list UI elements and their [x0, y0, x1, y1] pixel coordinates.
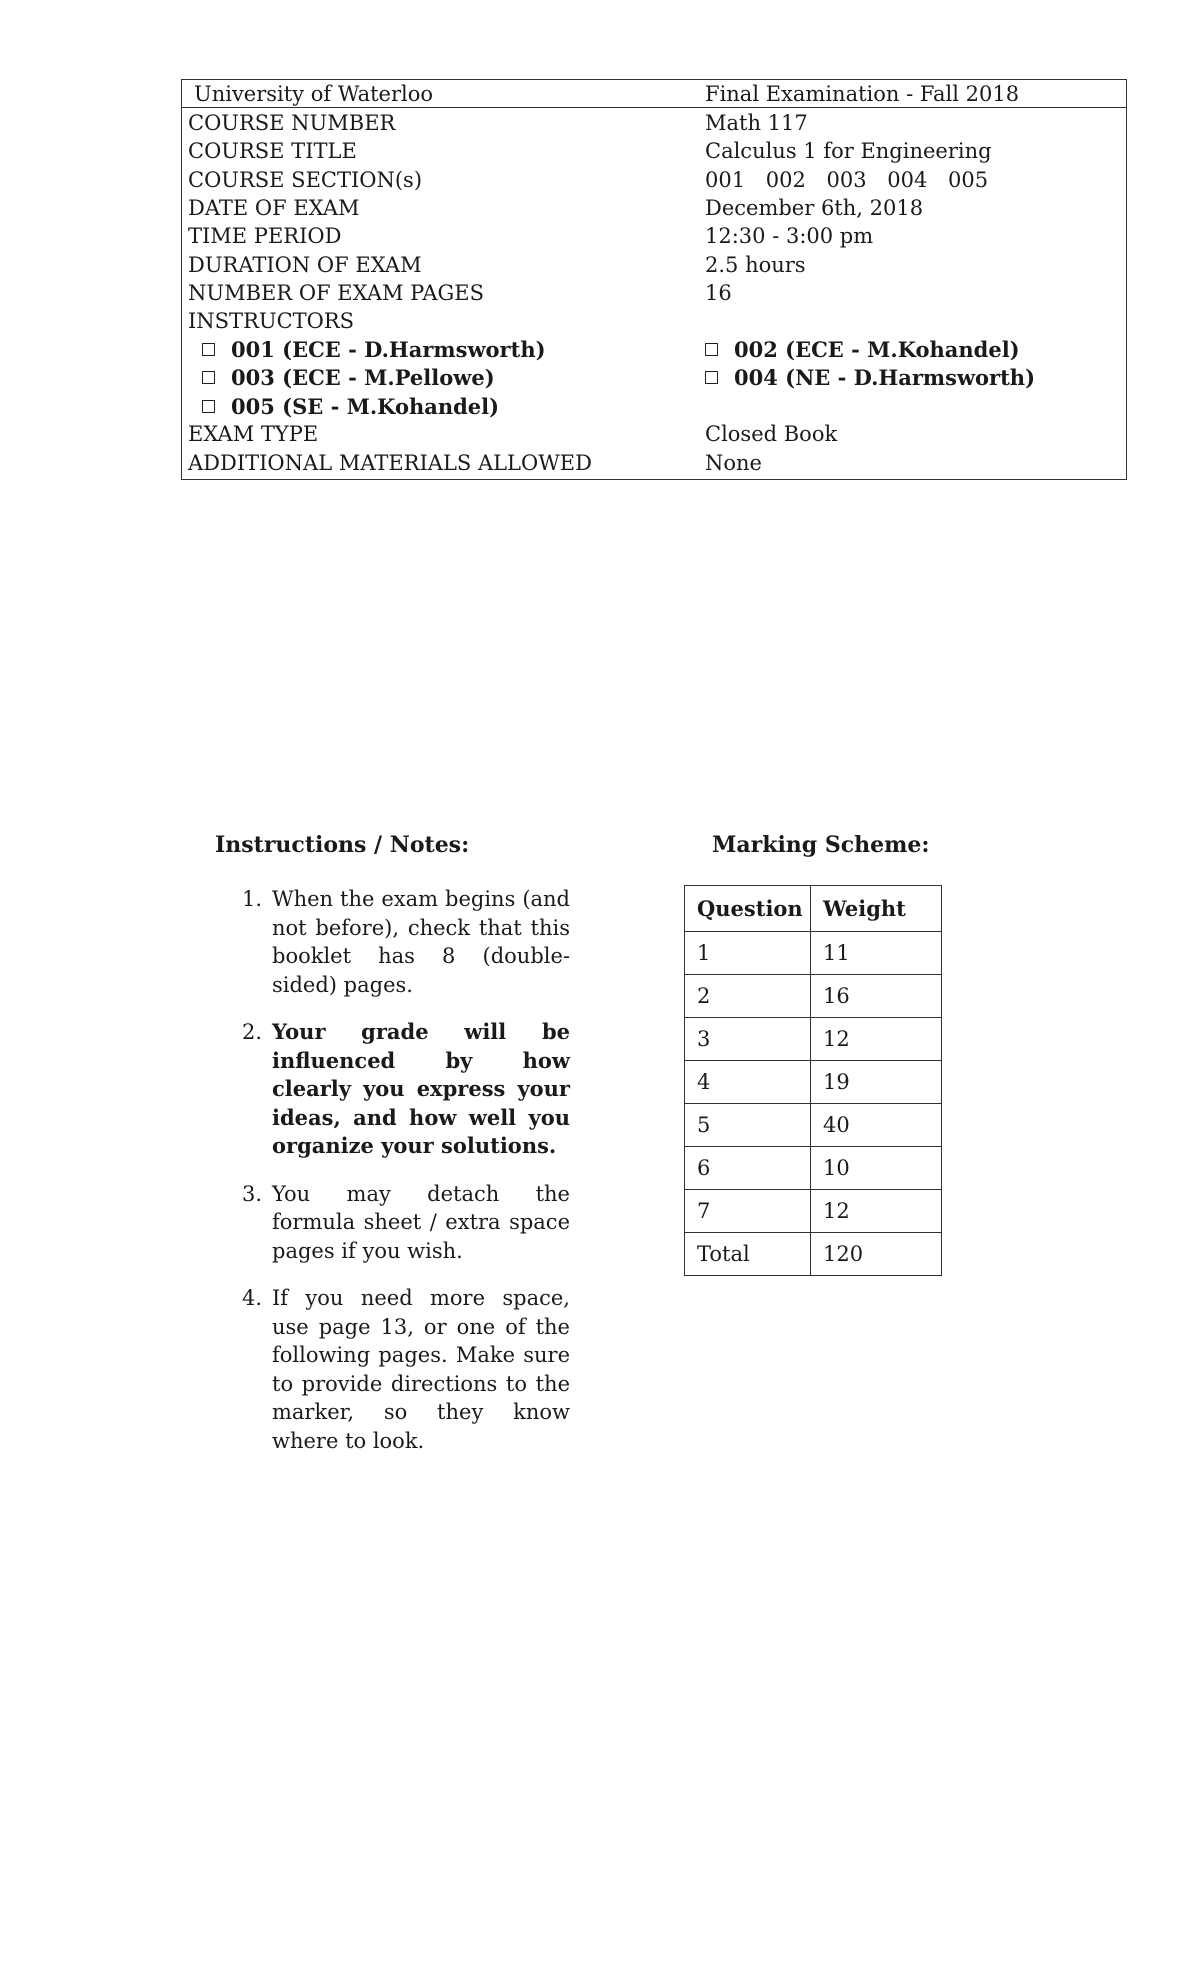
row-label: COURSE TITLE — [188, 139, 357, 164]
row-label: DATE OF EXAM — [188, 196, 360, 221]
header-title-row — [182, 80, 1126, 108]
university-name: University of Waterloo — [194, 81, 434, 106]
table-row-total — [685, 1233, 942, 1276]
marking-scheme-heading: Marking Scheme: — [712, 832, 930, 858]
item-number: 1. — [242, 887, 263, 911]
row-label: COURSE NUMBER — [188, 111, 396, 136]
row-label: ADDITIONAL MATERIALS ALLOWED — [188, 450, 592, 475]
weight-cell: 11 — [811, 932, 942, 975]
item-number: 4. — [242, 1286, 263, 1310]
row-label: EXAM TYPE — [188, 422, 319, 447]
instructor-option-003[interactable] — [182, 365, 705, 390]
weight-cell: 16 — [811, 975, 942, 1018]
table-header-row — [685, 886, 942, 932]
row-value: None — [705, 450, 762, 475]
course-sections-row — [182, 166, 1126, 194]
instructors-row — [182, 392, 1126, 420]
checkbox[interactable] — [705, 343, 718, 356]
instructor-option-001[interactable] — [182, 337, 705, 362]
row-value: 16 — [705, 280, 732, 305]
exam-pages-row — [182, 279, 1126, 307]
course-title-row — [182, 137, 1126, 165]
question-cell: Total — [685, 1233, 811, 1276]
row-value: December 6th, 2018 — [705, 196, 924, 221]
instructions-heading: Instructions / Notes: — [215, 832, 470, 858]
list-item — [242, 1180, 570, 1266]
list-item — [242, 885, 570, 999]
item-text: If you need more space, use page 13, or one of the following pages. Make sure to provide directions to the marker, so they know where to look. — [272, 1286, 570, 1453]
instructors-label: INSTRUCTORS — [188, 309, 355, 334]
exam-date-row — [182, 194, 1126, 222]
list-item — [242, 1018, 570, 1161]
table-row — [685, 1018, 942, 1061]
time-period-row — [182, 222, 1126, 250]
item-text: You may detach the formula sheet / extra space pages if you wish. — [272, 1181, 570, 1263]
row-value: 001 002 003 004 005 — [705, 167, 989, 192]
question-cell: 7 — [685, 1190, 811, 1233]
item-text: When the exam begins (and not before), check that this booklet has 8 (double-sided) pages. — [272, 887, 570, 997]
row-label: NUMBER OF EXAM PAGES — [188, 280, 485, 305]
row-label: TIME PERIOD — [188, 224, 342, 249]
question-cell: 2 — [685, 975, 811, 1018]
table-row — [685, 1190, 942, 1233]
exam-type-row — [182, 420, 1126, 448]
marking-scheme-table — [684, 885, 942, 1276]
exam-header-table — [181, 79, 1127, 480]
question-cell: 1 — [685, 932, 811, 975]
instructors-row — [182, 364, 1126, 392]
weight-cell: 10 — [811, 1147, 942, 1190]
checkbox[interactable] — [202, 371, 215, 384]
table-row — [685, 932, 942, 975]
row-value: Closed Book — [705, 422, 838, 447]
instructor-option-004[interactable] — [705, 365, 1126, 390]
question-cell: 6 — [685, 1147, 811, 1190]
weight-cell: 12 — [811, 1190, 942, 1233]
instructor-label: 005 (SE - M.Kohandel) — [231, 393, 500, 419]
table-row — [685, 1061, 942, 1104]
table-row — [685, 975, 942, 1018]
question-cell: 4 — [685, 1061, 811, 1104]
item-text: Your grade will be influenced by how clearly you express your ideas, and how well you organize your solutions. — [272, 1019, 570, 1158]
question-cell: 3 — [685, 1018, 811, 1061]
course-number-row — [182, 109, 1126, 137]
instructor-label: 001 (ECE - D.Harmsworth) — [231, 337, 546, 363]
checkbox[interactable] — [202, 343, 215, 356]
checkbox[interactable] — [705, 371, 718, 384]
row-value: Calculus 1 for Engineering — [705, 139, 992, 164]
checkbox[interactable] — [202, 400, 215, 413]
instructors-label-row — [182, 307, 1126, 335]
weight-cell: 40 — [811, 1104, 942, 1147]
weight-cell: 12 — [811, 1018, 942, 1061]
exam-name: Final Examination - Fall 2018 — [705, 81, 1020, 106]
row-value: Math 117 — [705, 111, 808, 136]
row-value: 2.5 hours — [705, 252, 806, 277]
row-label: DURATION OF EXAM — [188, 252, 422, 277]
instructor-label: 002 (ECE - M.Kohandel) — [734, 337, 1020, 363]
instructor-option-005[interactable] — [182, 394, 705, 419]
row-value: 12:30 - 3:00 pm — [705, 224, 874, 249]
table-row — [685, 1147, 942, 1190]
instructor-label: 004 (NE - D.Harmsworth) — [734, 365, 1036, 391]
question-cell: 5 — [685, 1104, 811, 1147]
instructors-row — [182, 335, 1126, 363]
row-label: COURSE SECTION(s) — [188, 167, 423, 192]
table-row — [685, 1104, 942, 1147]
column-header-question: Question — [685, 886, 811, 932]
duration-row — [182, 250, 1126, 278]
column-header-weight: Weight — [811, 886, 942, 932]
weight-cell: 19 — [811, 1061, 942, 1104]
item-number: 3. — [242, 1181, 263, 1206]
materials-row — [182, 449, 1126, 477]
weight-cell: 120 — [811, 1233, 942, 1276]
instructor-label: 003 (ECE - M.Pellowe) — [231, 365, 495, 391]
instructor-option-002[interactable] — [705, 337, 1126, 362]
list-item — [242, 1284, 570, 1455]
instructions-list — [242, 885, 570, 1474]
item-number: 2. — [242, 1020, 263, 1044]
